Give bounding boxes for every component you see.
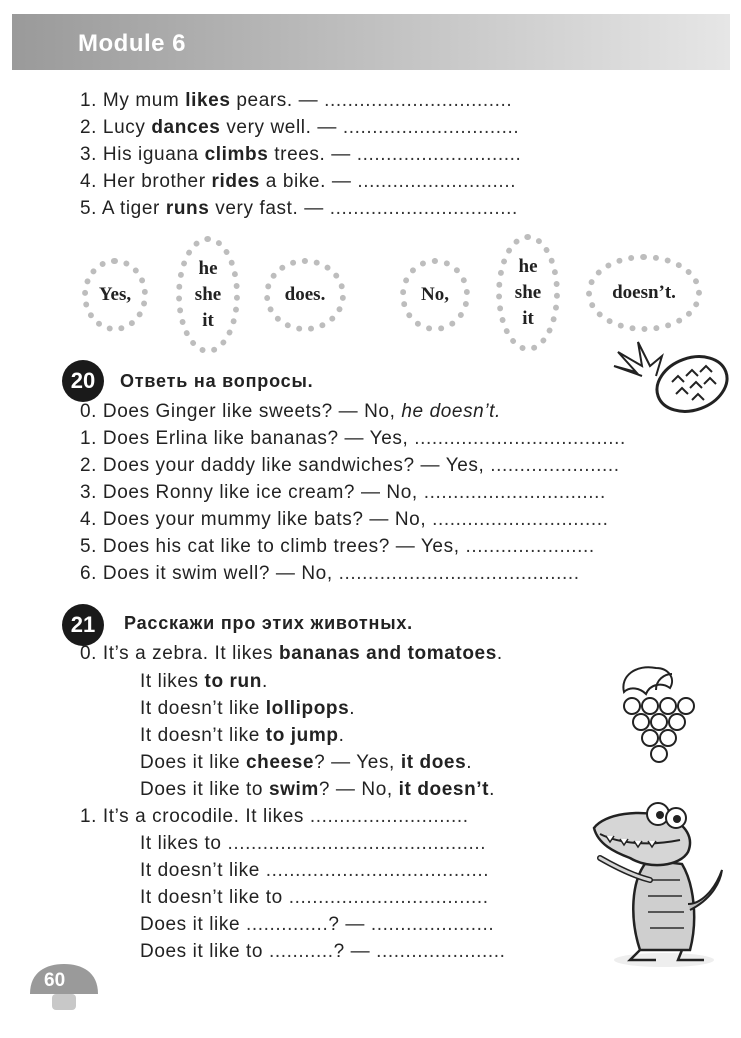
task-21-q1-line-4: It doesn’t like to .................................. xyxy=(140,887,489,908)
sentence-2: 2. Lucy dances very well. — .............................. xyxy=(80,117,520,138)
task-20-example: 0. Does Ginger like sweets? — No, he doesn’t. xyxy=(80,401,501,422)
bubble-pronouns-2: he she it xyxy=(496,234,560,352)
pineapple-icon xyxy=(612,336,730,426)
task-20-number: 20 xyxy=(62,360,104,402)
task-21-q1-line-5: Does it like ..............? — ..................... xyxy=(140,914,495,935)
task-21-example-line-2: It likes to run. xyxy=(140,671,268,692)
page-number: 60 xyxy=(44,970,66,991)
sentence-4: 4. Her brother rides a bike. — ........................... xyxy=(80,171,517,192)
crocodile-icon xyxy=(590,800,726,970)
task-21-q1-line-3: It doesn’t like ...................................... xyxy=(140,860,490,881)
bubble-yes: Yes, xyxy=(82,258,148,332)
bubble-doesnt: doesn’t. xyxy=(586,254,702,332)
task-21-q1-line-1: 1. It’s a crocodile. It likes ........................... xyxy=(80,806,469,827)
task-20-q6: 6. Does it swim well? — No, ......................................... xyxy=(80,563,580,584)
grapes-icon xyxy=(606,662,706,774)
task-20-q3: 3. Does Ronny like ice cream? — No, ............................... xyxy=(80,482,606,503)
task-20-q1: 1. Does Erlina like bananas? — Yes, .................................... xyxy=(80,428,626,449)
task-21-q1-line-2: It likes to ............................................ xyxy=(140,833,487,854)
sentence-1: 1. My mum likes pears. — ................................ xyxy=(80,90,513,111)
sentence-3: 3. His iguana climbs trees. — ............................ xyxy=(80,144,522,165)
task-20-q2: 2. Does your daddy like sandwiches? — Yes, ...................... xyxy=(80,455,620,476)
sentence-5: 5. A tiger runs very fast. — ................................ xyxy=(80,198,518,219)
task-21-q1-line-6: Does it like to ...........? — ...................... xyxy=(140,941,506,962)
task-21-example-line-6: Does it like to swim? — No, it doesn’t. xyxy=(140,779,495,800)
task-21-example-line-3: It doesn’t like lollipops. xyxy=(140,698,356,719)
module-title: Module 6 xyxy=(78,30,187,57)
task-21-example-line-4: It doesn’t like to jump. xyxy=(140,725,345,746)
task-21-number: 21 xyxy=(62,604,104,646)
bubble-does: does. xyxy=(264,258,346,332)
task-20-q5: 5. Does his cat like to climb trees? — Yes, ...................... xyxy=(80,536,595,557)
task-21-title: Расскажи про этих животных. xyxy=(124,613,413,633)
bubble-pronouns-1: he she it xyxy=(176,236,240,354)
bubble-no: No, xyxy=(400,258,470,332)
task-21-example-line-5: Does it like cheese? — Yes, it does. xyxy=(140,752,473,773)
task-20-title: Ответь на вопросы. xyxy=(120,371,314,391)
task-20-q4: 4. Does your mummy like bats? — No, .............................. xyxy=(80,509,609,530)
task-21-example-line-1: 0. It’s a zebra. It likes bananas and tomatoes. xyxy=(80,643,503,664)
